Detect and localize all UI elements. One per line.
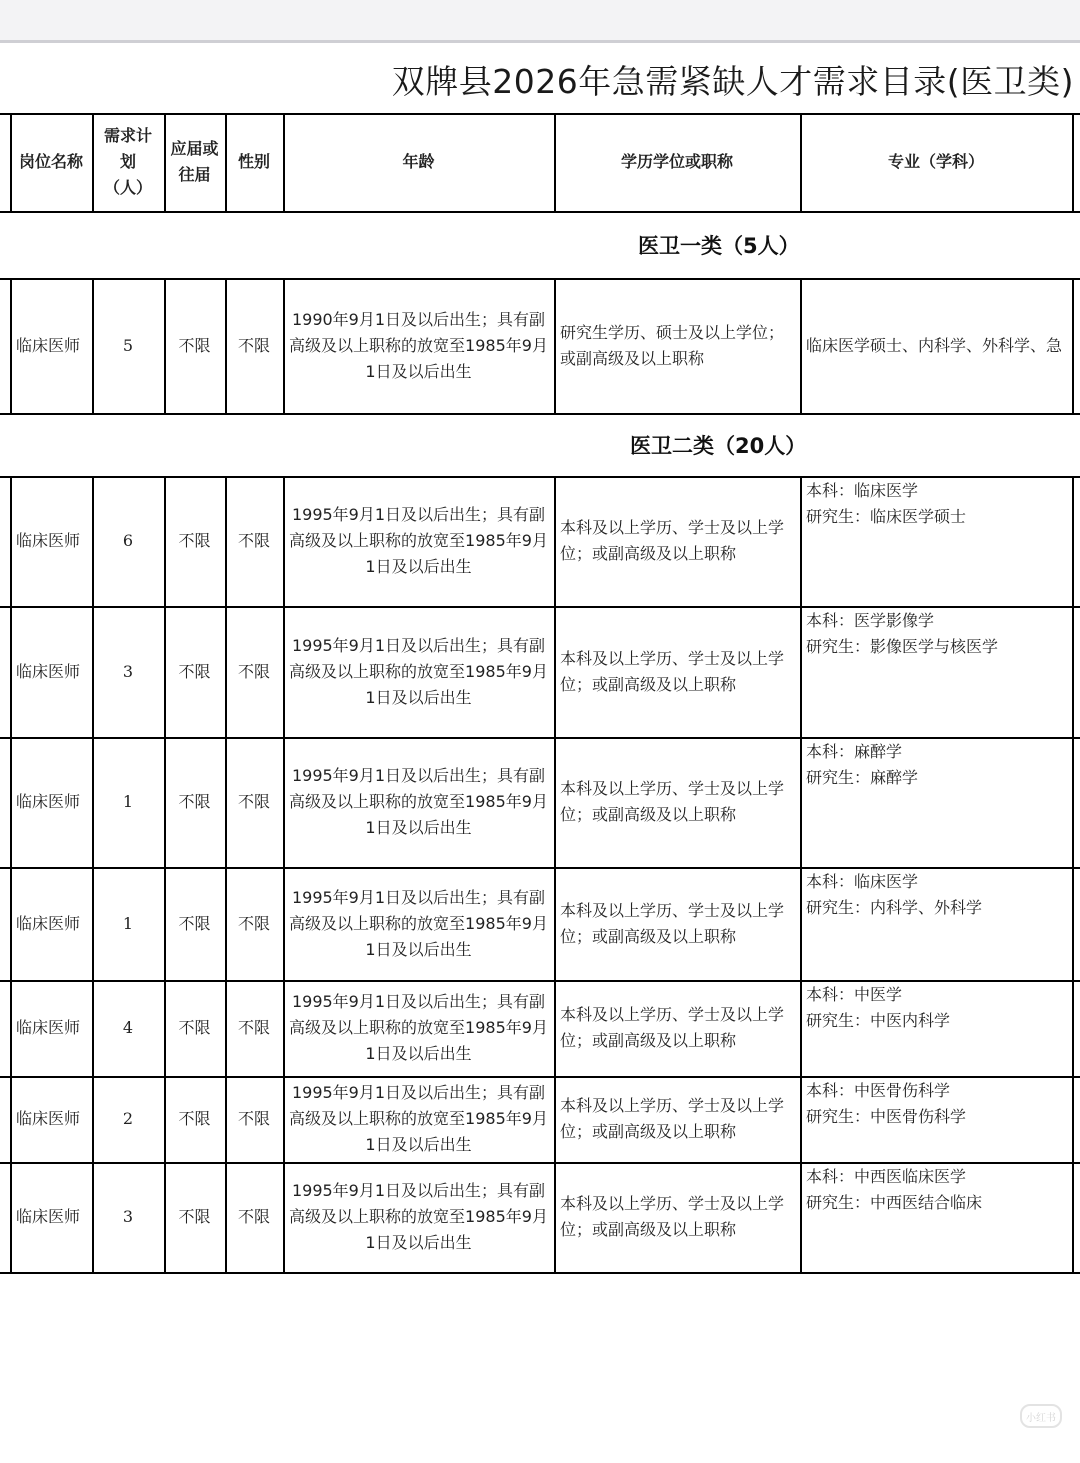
major-requirement (802, 869, 1070, 978)
header-grad: 应届或往届 (170, 139, 219, 184)
plan-count: 5 (122, 335, 134, 355)
major-line: 本科：中西医临床医学 (806, 1167, 967, 1186)
major-line: 本科：中医骨伤科学 (806, 1081, 951, 1100)
gender-requirement: 不限 (237, 661, 270, 681)
gender-requirement: 不限 (237, 913, 270, 933)
age-requirement: 1995年9月1日及以后出生；具有副高级及以上职称的放宽至1985年9月1日及以后出生 (289, 1181, 548, 1252)
major-requirement (802, 608, 1070, 735)
position-name: 临床医师 (16, 1018, 81, 1037)
graduate-status: 不限 (178, 661, 211, 681)
table-vertical-rule (1072, 113, 1074, 213)
major-requirement (802, 982, 1070, 1074)
gender-requirement: 不限 (237, 335, 270, 355)
position-name: 临床医师 (16, 335, 81, 355)
watermark-logo-icon: 小红书 (1020, 1404, 1062, 1428)
table-horizontal-rule (0, 211, 1080, 213)
education-requirement: 本科及以上学历、学士及以上学位；或副高级及以上职称 (560, 900, 785, 946)
age-requirement: 1995年9月1日及以后出生；具有副高级及以上职称的放宽至1985年9月1日及以后出生 (289, 1083, 548, 1154)
table-vertical-rule (1072, 1162, 1074, 1274)
major-line: 本科：中医学 (806, 985, 903, 1004)
section-title: 医卫一类（5人） (638, 233, 800, 258)
plan-count: 3 (122, 661, 134, 681)
age-requirement: 1995年9月1日及以后出生；具有副高级及以上职称的放宽至1985年9月1日及以后出生 (289, 992, 548, 1063)
education-requirement: 本科及以上学历、学士及以上学位；或副高级及以上职称 (560, 518, 785, 563)
plan-count: 6 (122, 531, 134, 550)
plan-count: 2 (122, 1109, 134, 1128)
major-requirement: 临床医学硕士、内科学、外科学、急 (806, 335, 1063, 355)
education-requirement: 本科及以上学历、学士及以上学位；或副高级及以上职称 (560, 779, 785, 824)
education-requirement: 本科及以上学历、学士及以上学位；或副高级及以上职称 (560, 1194, 785, 1239)
position-name: 临床医师 (16, 1207, 81, 1226)
major-line: 本科：临床医学 (806, 872, 919, 891)
header-position: 岗位名称 (18, 152, 83, 171)
table-vertical-rule (1072, 980, 1074, 1078)
plan-count: 1 (122, 913, 134, 933)
age-requirement: 1990年9月1日及以后出生；具有副高级及以上职称的放宽至1985年9月1日及以后出生 (289, 309, 548, 381)
major-requirement (802, 478, 1070, 604)
graduate-status: 不限 (178, 531, 211, 550)
age-requirement: 1995年9月1日及以后出生；具有副高级及以上职称的放宽至1985年9月1日及以后出生 (289, 635, 548, 707)
plan-count: 4 (122, 1018, 134, 1037)
graduate-status: 不限 (178, 1018, 211, 1037)
table-vertical-rule (1072, 278, 1074, 415)
position-name: 临床医师 (16, 913, 81, 933)
position-name: 临床医师 (16, 792, 81, 811)
major-requirement (802, 1164, 1070, 1270)
major-requirement (802, 1078, 1070, 1160)
position-name: 临床医师 (16, 661, 81, 681)
table-vertical-rule (1072, 476, 1074, 608)
gender-requirement: 不限 (237, 1018, 270, 1037)
major-line: 研究生：影像医学与核医学 (806, 637, 999, 656)
gender-requirement: 不限 (237, 531, 270, 550)
header-age: 年龄 (402, 152, 435, 171)
gender-requirement: 不限 (237, 792, 270, 811)
graduate-status: 不限 (178, 913, 211, 933)
major-line: 本科：临床医学 (806, 481, 919, 500)
age-requirement: 1995年9月1日及以后出生；具有副高级及以上职称的放宽至1985年9月1日及以后出生 (289, 505, 548, 576)
table-vertical-rule (1072, 737, 1074, 869)
top-band (0, 0, 1080, 40)
major-line: 本科：麻醉学 (806, 742, 903, 761)
education-requirement: 本科及以上学历、学士及以上学位；或副高级及以上职称 (560, 648, 785, 694)
age-requirement: 1995年9月1日及以后出生；具有副高级及以上职称的放宽至1985年9月1日及以后出生 (289, 766, 548, 837)
major-line: 本科：医学影像学 (806, 611, 935, 630)
table-vertical-rule (1072, 1076, 1074, 1164)
header-major: 专业（学科） (887, 152, 984, 171)
education-requirement: 本科及以上学历、学士及以上学位；或副高级及以上职称 (560, 1096, 785, 1141)
age-requirement: 1995年9月1日及以后出生；具有副高级及以上职称的放宽至1985年9月1日及以后出生 (289, 887, 548, 959)
table-vertical-rule (1072, 606, 1074, 739)
graduate-status: 不限 (178, 335, 211, 355)
table-vertical-rule (1072, 867, 1074, 982)
major-line: 研究生：中西医结合临床 (806, 1193, 983, 1212)
header-education: 学历学位或职称 (620, 152, 733, 171)
table-horizontal-rule (0, 413, 1080, 415)
plan-count: 1 (122, 792, 134, 811)
education-requirement: 研究生学历、硕士及以上学位；或副高级及以上职称 (560, 322, 785, 368)
position-name: 临床医师 (16, 531, 81, 550)
section-title: 医卫二类（20人） (630, 433, 807, 458)
major-line: 研究生：中医骨伤科学 (806, 1107, 967, 1126)
gender-requirement: 不限 (237, 1207, 270, 1226)
top-divider (0, 40, 1080, 43)
major-requirement (802, 739, 1070, 865)
table-horizontal-rule (0, 1272, 1080, 1274)
graduate-status: 不限 (178, 792, 211, 811)
education-requirement: 本科及以上学历、学士及以上学位；或副高级及以上职称 (560, 1005, 785, 1050)
major-line: 研究生：临床医学硕士 (806, 507, 967, 526)
header-gender: 性别 (237, 152, 270, 171)
major-line: 研究生：中医内科学 (806, 1011, 951, 1030)
header-plan: 需求计划（人） (104, 126, 153, 197)
major-line: 研究生：内科学、外科学 (806, 898, 983, 917)
position-name: 临床医师 (16, 1109, 81, 1128)
gender-requirement: 不限 (237, 1109, 270, 1128)
plan-count: 3 (122, 1207, 134, 1226)
document-title: 双牌县2026年急需紧缺人才需求目录(医卫类) (391, 62, 1074, 101)
graduate-status: 不限 (178, 1207, 211, 1226)
graduate-status: 不限 (178, 1109, 211, 1128)
major-line: 研究生：麻醉学 (806, 768, 919, 787)
